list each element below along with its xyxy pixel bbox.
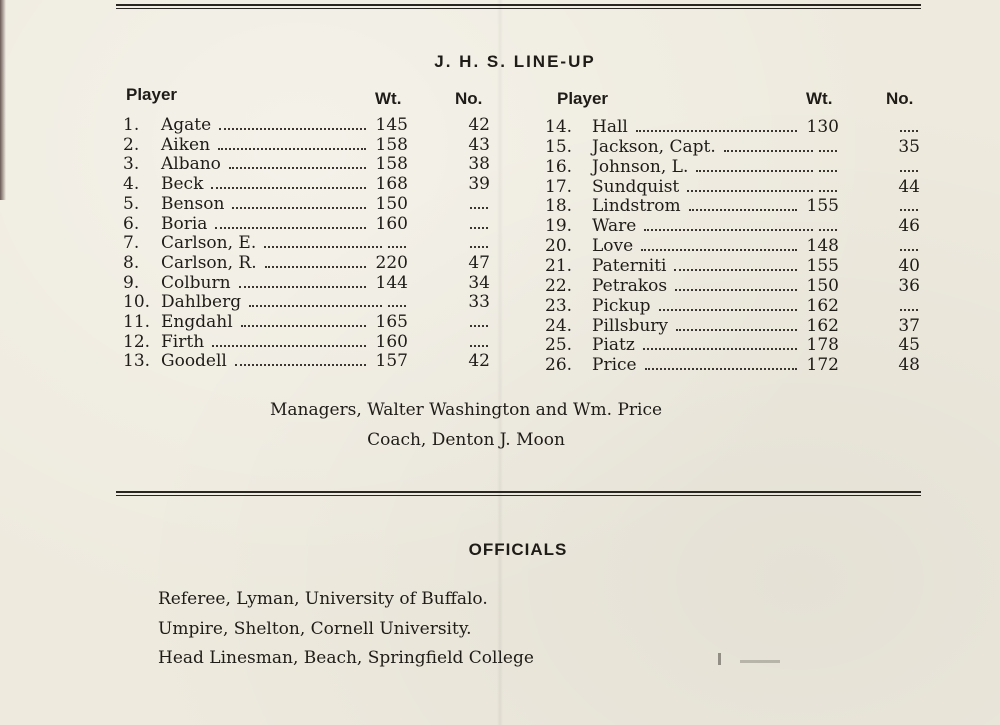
player-name: Colburn: [161, 272, 231, 293]
player-name: Benson: [161, 193, 225, 214]
player-name: Johnson, L.: [592, 156, 689, 177]
player-number-label: 26.: [545, 355, 573, 376]
player-name: Piatz: [592, 335, 635, 356]
leader-dots: [687, 190, 813, 192]
player-row: [0, 177, 1000, 197]
leader-dots: [643, 348, 797, 350]
player-weight: 145: [375, 115, 408, 135]
player-name: Paterniti: [592, 255, 667, 276]
number-blank-dots: [900, 170, 918, 172]
player-row: [0, 316, 1000, 336]
player-name: Love: [592, 236, 634, 257]
player-row: [0, 117, 1000, 137]
player-weight: 157: [375, 351, 408, 372]
player-number-label: 24.: [545, 315, 573, 336]
lineup-title: J. H. S. LINE-UP: [434, 52, 596, 71]
player-number-label: 8.: [123, 252, 140, 273]
player-name: Ware: [592, 216, 637, 237]
player-name: Carlson, E.: [161, 233, 257, 254]
player-number-label: 23.: [545, 295, 573, 316]
player-weight: 144: [375, 272, 408, 293]
player-weight: 172: [806, 355, 839, 376]
top-double-rule: [116, 4, 921, 9]
weight-blank-dots: [819, 229, 837, 231]
player-name: Hall: [592, 117, 628, 137]
player-row: [0, 236, 1000, 256]
player-jersey-number: 35: [898, 136, 920, 157]
player-number-label: 20.: [545, 236, 573, 257]
ink-smudge: [740, 660, 780, 663]
leader-dots: [644, 229, 813, 231]
leader-dots: [659, 309, 797, 311]
leader-dots: [674, 269, 797, 271]
player-row: [0, 256, 1000, 276]
player-jersey-number: 38: [468, 154, 490, 175]
ink-smudge: [718, 653, 721, 665]
player-jersey-number: 48: [898, 355, 920, 376]
left-header-player: Player: [126, 85, 178, 104]
leader-dots: [724, 150, 813, 152]
player-jersey-number: 47: [468, 252, 490, 273]
weight-blank-dots: [819, 150, 837, 152]
right-header-wt: Wt.: [806, 89, 833, 108]
leader-dots: [645, 368, 797, 370]
left-header-no: No.: [455, 89, 483, 108]
player-weight: 130: [806, 117, 839, 137]
officials-title: OFFICIALS: [468, 540, 568, 559]
player-weight: 158: [375, 154, 408, 175]
player-number-label: 4.: [123, 174, 140, 195]
weight-blank-dots: [819, 170, 837, 172]
leader-dots: [696, 170, 813, 172]
player-weight: 160: [375, 213, 408, 234]
player-number-label: 11.: [123, 312, 151, 332]
managers-line: Managers, Walter Washington and Wm. Price: [269, 400, 663, 420]
player-weight: 148: [806, 236, 839, 257]
player-name: Agate: [161, 115, 212, 135]
left-header-wt: Wt.: [375, 89, 402, 108]
leader-dots: [641, 249, 797, 251]
player-jersey-number: 44: [898, 176, 920, 197]
player-row: [0, 296, 1000, 316]
player-weight: 155: [806, 196, 839, 217]
player-row: [0, 276, 1000, 296]
player-number-label: 12.: [123, 331, 151, 352]
player-number-label: 9.: [123, 272, 140, 293]
player-weight: 150: [375, 193, 408, 214]
leader-dots: [636, 130, 797, 132]
player-number-label: 3.: [123, 154, 140, 175]
player-number-label: 25.: [545, 335, 573, 356]
leader-dots: [676, 329, 797, 331]
player-jersey-number: 45: [898, 335, 920, 356]
player-row: [0, 134, 1000, 157]
player-weight: 150: [806, 275, 839, 296]
player-name: Goodell: [161, 351, 227, 372]
player-number-label: 5.: [123, 193, 140, 214]
player-row: [0, 355, 1000, 375]
player-name: Carlson, R.: [161, 252, 257, 273]
player-number-label: 21.: [545, 255, 573, 276]
middle-double-rule: [116, 491, 921, 496]
player-name: Albano: [161, 154, 221, 175]
player-number-label: 13.: [123, 351, 151, 372]
player-name: Engdahl: [161, 312, 233, 332]
player-name: Jackson, Capt.: [592, 136, 716, 157]
player-number-label: 18.: [545, 196, 573, 217]
player-name: Pillsbury: [592, 315, 669, 336]
player-number-label: 1.: [123, 115, 140, 135]
player-name: Petrakos: [592, 275, 668, 296]
number-blank-dots: [900, 309, 918, 311]
player-weight: 168: [375, 174, 408, 195]
number-blank-dots: [900, 209, 918, 211]
player-weight: 158: [375, 134, 408, 155]
player-name: Price: [592, 355, 637, 376]
right-header-player: Player: [557, 89, 609, 108]
right-header-no: No.: [886, 89, 914, 108]
player-number-label: 19.: [545, 216, 573, 237]
player-weight: 155: [806, 255, 839, 276]
player-jersey-number: 46: [898, 216, 920, 237]
player-weight: 178: [806, 335, 839, 356]
player-number-label: 16.: [545, 156, 573, 177]
player-number-label: 10.: [123, 292, 151, 313]
player-row: [0, 193, 1000, 217]
player-name: Firth: [161, 331, 205, 352]
player-row: [0, 157, 1000, 177]
player-jersey-number: 42: [468, 351, 490, 372]
player-number-label: 14.: [545, 117, 573, 137]
player-row: [0, 335, 1000, 355]
player-weight: 165: [375, 312, 408, 332]
player-jersey-number: 42: [468, 115, 490, 135]
player-jersey-number: 39: [468, 174, 490, 195]
player-weight: 162: [806, 295, 839, 316]
number-blank-dots: [900, 130, 918, 132]
official-head-linesman: Head Linesman, Beach, Springfield College: [158, 648, 534, 668]
player-jersey-number: 40: [898, 255, 920, 276]
weight-blank-dots: [819, 190, 837, 192]
player-weight: 220: [375, 252, 408, 273]
player-name: Beck: [161, 174, 204, 195]
player-number-label: 15.: [545, 136, 573, 157]
leader-dots: [675, 289, 797, 291]
player-name: Sundquist: [592, 176, 680, 197]
player-jersey-number: 37: [898, 315, 920, 336]
player-name: Aiken: [161, 134, 211, 155]
player-name: Boria: [161, 213, 208, 234]
player-name: Dahlberg: [161, 292, 242, 313]
player-row: [0, 213, 1000, 237]
player-weight: 162: [806, 315, 839, 336]
player-number-label: 7.: [123, 233, 140, 254]
player-number-label: 6.: [123, 213, 140, 234]
coach-line: Coach, Denton J. Moon: [367, 430, 565, 450]
player-number-label: 17.: [545, 176, 573, 197]
player-name: Pickup: [592, 295, 651, 316]
player-number-label: 22.: [545, 275, 573, 296]
player-weight: 160: [375, 331, 408, 352]
official-umpire: Umpire, Shelton, Cornell University.: [158, 619, 472, 639]
player-jersey-number: 43: [468, 134, 490, 155]
player-jersey-number: 36: [898, 275, 920, 296]
player-number-label: 2.: [123, 134, 140, 155]
leader-dots: [689, 209, 797, 211]
official-referee: Referee, Lyman, University of Buffalo.: [158, 589, 488, 609]
number-blank-dots: [900, 249, 918, 251]
player-name: Lindstrom: [592, 196, 681, 217]
player-jersey-number: 33: [468, 292, 490, 313]
player-jersey-number: 34: [468, 272, 490, 293]
